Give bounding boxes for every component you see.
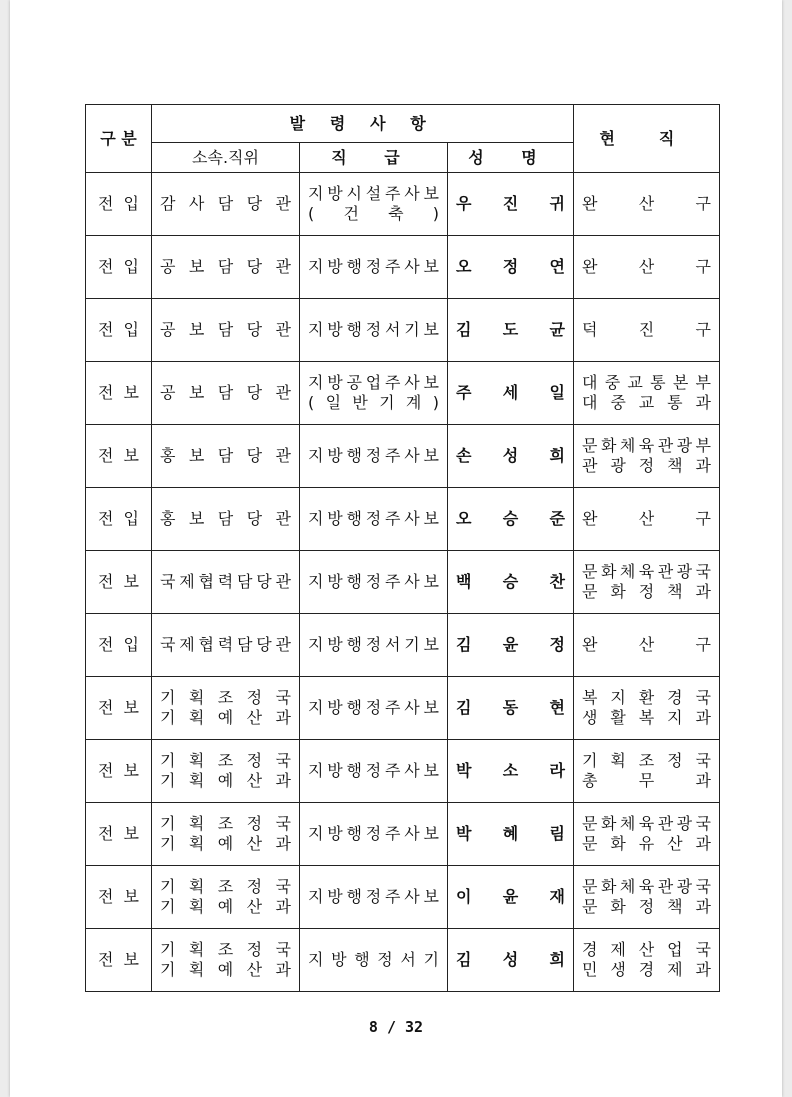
row-name: 오 승 준 bbox=[448, 488, 574, 551]
row-name: 박 소 라 bbox=[448, 740, 574, 803]
table-row bbox=[86, 425, 720, 488]
row-category: 전 보 bbox=[86, 362, 152, 425]
table-row bbox=[86, 614, 720, 677]
row-name: 주 세 일 bbox=[448, 362, 574, 425]
row-current-post: 문 화 체 육 관 광 국 문 화 유 산 과 bbox=[574, 803, 720, 866]
header-order-matters: 발 령 사 항 bbox=[152, 105, 574, 143]
header-affiliation: 소속.직위 bbox=[152, 143, 300, 173]
row-category: 전 보 bbox=[86, 929, 152, 992]
page-indicator: 8 / 32 bbox=[368, 1018, 424, 1036]
row-name: 김 성 희 bbox=[448, 929, 574, 992]
row-grade: 지 방 행 정 서 기 보 bbox=[300, 299, 448, 362]
row-affiliation: 국 제 협 력 담 당 관 bbox=[152, 614, 300, 677]
row-current-post: 대 중 교 통 본 부 대 중 교 통 과 bbox=[574, 362, 720, 425]
table-row bbox=[86, 299, 720, 362]
table-row bbox=[86, 362, 720, 425]
row-current-post: 문 화 체 육 관 광 국 문 화 정 책 과 bbox=[574, 551, 720, 614]
row-category: 전 보 bbox=[86, 803, 152, 866]
row-category: 전 입 bbox=[86, 488, 152, 551]
row-grade: 지 방 행 정 주 사 보 bbox=[300, 803, 448, 866]
row-grade: 지 방 행 정 주 사 보 bbox=[300, 740, 448, 803]
row-category: 전 입 bbox=[86, 173, 152, 236]
header-current-post: 현 직 bbox=[574, 105, 720, 173]
row-affiliation: 홍 보 담 당 관 bbox=[152, 488, 300, 551]
row-category: 전 입 bbox=[86, 299, 152, 362]
table-row bbox=[86, 173, 720, 236]
row-category: 전 보 bbox=[86, 425, 152, 488]
row-current-post: 문 화 체 육 관 광 국 문 화 정 책 과 bbox=[574, 866, 720, 929]
row-name: 우 진 귀 bbox=[448, 173, 574, 236]
row-current-post: 완 산 구 bbox=[574, 236, 720, 299]
row-name: 백 승 찬 bbox=[448, 551, 574, 614]
row-affiliation: 기 획 조 정 국 기 획 예 산 과 bbox=[152, 929, 300, 992]
row-grade: 지 방 행 정 주 사 보 bbox=[300, 488, 448, 551]
row-category: 전 입 bbox=[86, 614, 152, 677]
row-name: 오 정 연 bbox=[448, 236, 574, 299]
row-affiliation: 홍 보 담 당 관 bbox=[152, 425, 300, 488]
row-category: 전 보 bbox=[86, 677, 152, 740]
row-name: 손 성 희 bbox=[448, 425, 574, 488]
row-category: 전 보 bbox=[86, 866, 152, 929]
row-category: 전 보 bbox=[86, 551, 152, 614]
row-current-post: 경 제 산 업 국 민 생 경 제 과 bbox=[574, 929, 720, 992]
row-name: 박 혜 림 bbox=[448, 803, 574, 866]
row-grade: 지 방 공 업 주 사 보 ( 일 반 기 계 ) bbox=[300, 362, 448, 425]
personnel-order-table bbox=[85, 104, 720, 992]
table-row bbox=[86, 677, 720, 740]
row-grade: 지 방 행 정 주 사 보 bbox=[300, 551, 448, 614]
table-row bbox=[86, 803, 720, 866]
row-affiliation: 국 제 협 력 담 당 관 bbox=[152, 551, 300, 614]
row-affiliation: 기 획 조 정 국 기 획 예 산 과 bbox=[152, 677, 300, 740]
table-row bbox=[86, 929, 720, 992]
row-grade: 지 방 행 정 서 기 bbox=[300, 929, 448, 992]
header-category: 구 분 bbox=[86, 105, 152, 173]
table-row bbox=[86, 740, 720, 803]
row-name: 김 도 균 bbox=[448, 299, 574, 362]
row-current-post: 완 산 구 bbox=[574, 488, 720, 551]
row-grade: 지 방 행 정 주 사 보 bbox=[300, 866, 448, 929]
header-name: 성 명 bbox=[448, 143, 574, 173]
row-grade: 지 방 행 정 주 사 보 bbox=[300, 425, 448, 488]
row-current-post: 완 산 구 bbox=[574, 173, 720, 236]
row-grade: 지 방 행 정 서 기 보 bbox=[300, 614, 448, 677]
row-affiliation: 기 획 조 정 국 기 획 예 산 과 bbox=[152, 803, 300, 866]
row-current-post: 문 화 체 육 관 광 부 관 광 정 책 과 bbox=[574, 425, 720, 488]
row-category: 전 입 bbox=[86, 236, 152, 299]
row-name: 김 윤 정 bbox=[448, 614, 574, 677]
row-affiliation: 공 보 담 당 관 bbox=[152, 236, 300, 299]
row-affiliation: 기 획 조 정 국 기 획 예 산 과 bbox=[152, 740, 300, 803]
table-row bbox=[86, 866, 720, 929]
row-name: 김 동 현 bbox=[448, 677, 574, 740]
row-name: 이 윤 재 bbox=[448, 866, 574, 929]
row-grade: 지 방 행 정 주 사 보 bbox=[300, 236, 448, 299]
row-grade: 지 방 시 설 주 사 보 ( 건 축 ) bbox=[300, 173, 448, 236]
row-current-post: 덕 진 구 bbox=[574, 299, 720, 362]
row-current-post: 기 획 조 정 국 총 무 과 bbox=[574, 740, 720, 803]
document-page bbox=[10, 0, 782, 1097]
table-row bbox=[86, 488, 720, 551]
table-row bbox=[86, 236, 720, 299]
row-current-post: 완 산 구 bbox=[574, 614, 720, 677]
row-category: 전 보 bbox=[86, 740, 152, 803]
row-affiliation: 감 사 담 당 관 bbox=[152, 173, 300, 236]
row-affiliation: 공 보 담 당 관 bbox=[152, 362, 300, 425]
row-affiliation: 기 획 조 정 국 기 획 예 산 과 bbox=[152, 866, 300, 929]
row-grade: 지 방 행 정 주 사 보 bbox=[300, 677, 448, 740]
table-row bbox=[86, 551, 720, 614]
row-current-post: 복 지 환 경 국 생 활 복 지 과 bbox=[574, 677, 720, 740]
row-affiliation: 공 보 담 당 관 bbox=[152, 299, 300, 362]
header-grade: 직 급 bbox=[300, 143, 448, 173]
